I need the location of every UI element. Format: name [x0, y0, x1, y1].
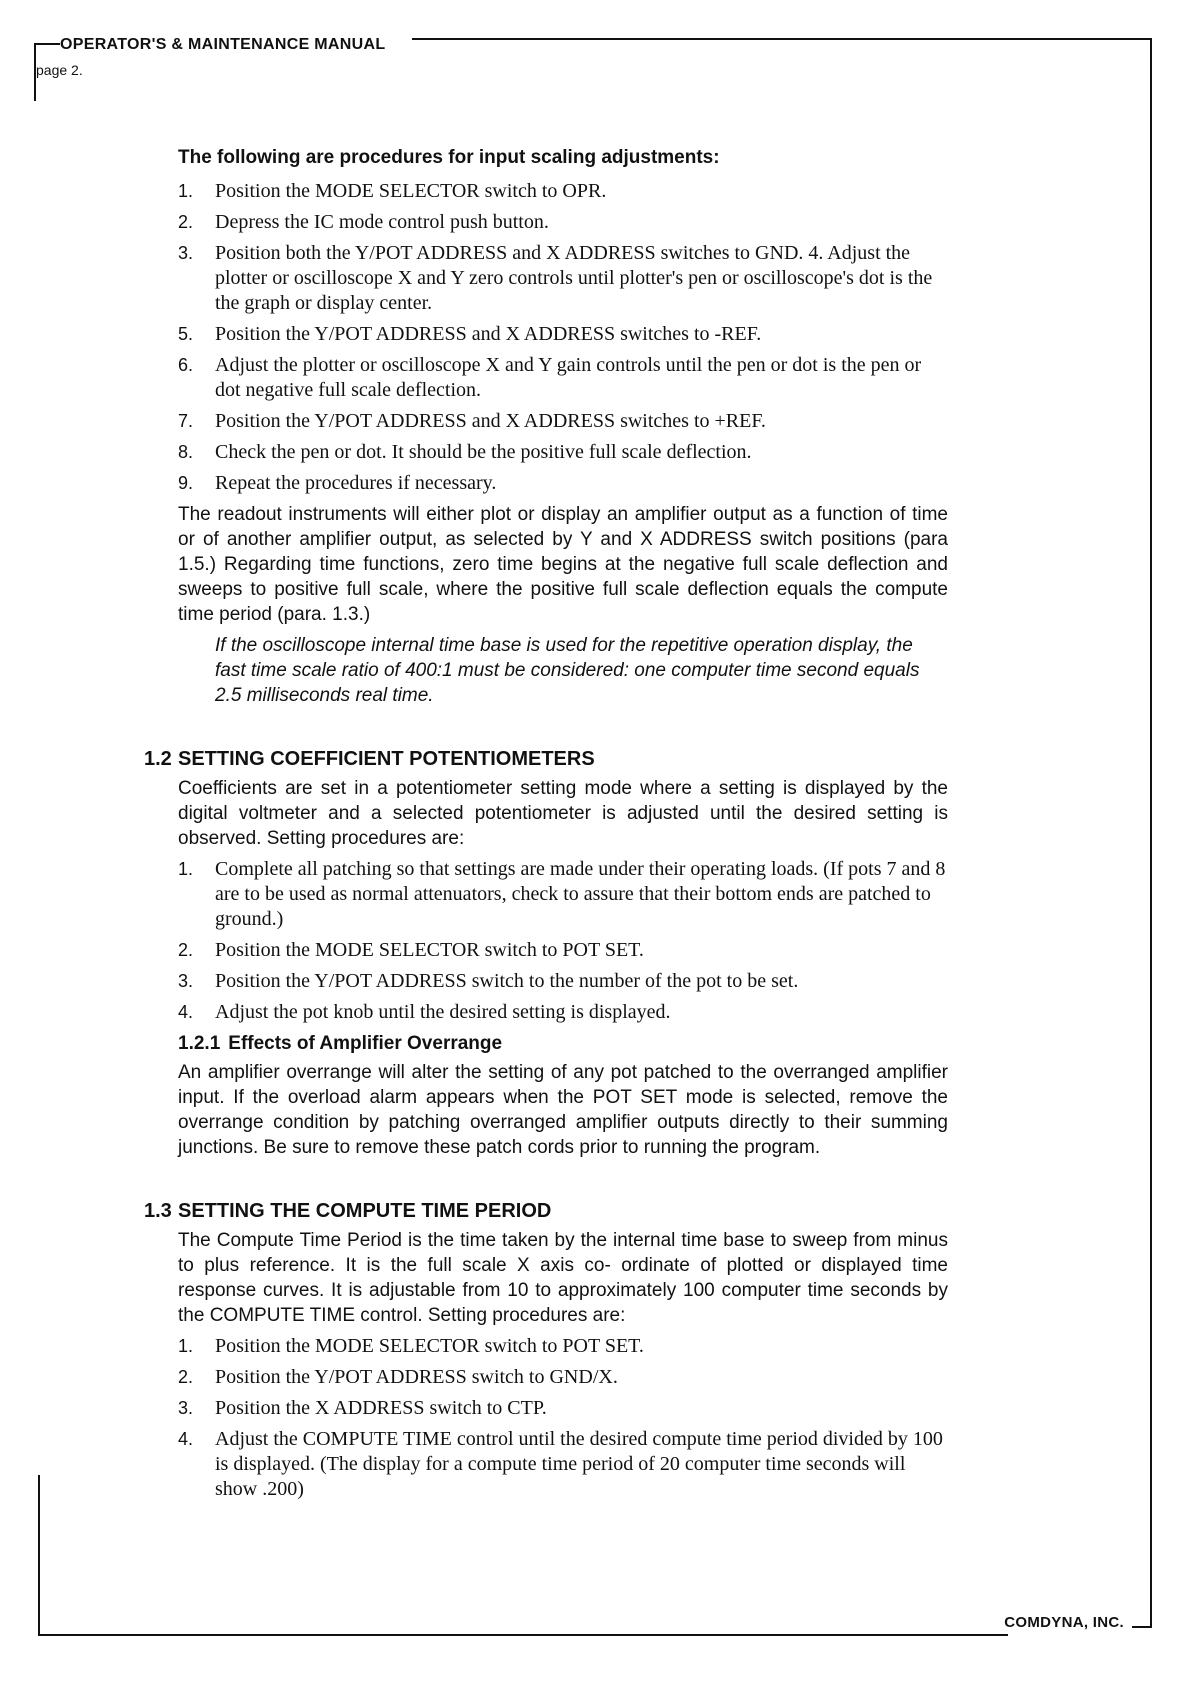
frame-left-lower-rule: [38, 1475, 40, 1635]
step-text: Complete all patching so that settings are made under their operating loads. (If pots 7 and 8 are to be used as normal attenuators, check to assure that their bottom ends are patched to ground.): [215, 858, 946, 930]
step-text: Repeat the procedures if necessary.: [215, 472, 497, 494]
header-title: OPERATOR'S & MAINTENANCE MANUAL: [60, 36, 386, 53]
page-number: page 2.: [36, 62, 83, 78]
page-content: [144, 145, 948, 1508]
step-text: Adjust the plotter or oscilloscope X and Y gain controls until the pen or dot is the pen or dot negative full scale deflection.: [215, 354, 922, 401]
step-text: Position the X ADDRESS switch to CTP.: [215, 1397, 547, 1419]
step-number: 1.: [178, 181, 194, 201]
section-paragraph: Coefficients are set in a potentiometer setting mode where a setting is displayed by the digital voltmeter and a selected potentiometer is adjusted until the desired setting is observed. Setting procedures are:: [178, 778, 948, 849]
step-text: Position the Y/POT ADDRESS switch to the number of the pot to be set.: [215, 970, 799, 992]
step-number: 6.: [178, 355, 194, 375]
step-text: Position both the Y/POT ADDRESS and X ADDRESS switches to GND. 4. Adjust the plotter or oscilloscope X and Y zero controls until plotter's pen or oscilloscope's dot is the the graph or display center.: [215, 242, 933, 314]
step-number: 3.: [178, 1398, 194, 1418]
section-heading: [144, 746, 948, 772]
frame-top-rule: [412, 38, 1152, 40]
section-1-3: [144, 1198, 948, 1502]
list-item: [178, 179, 948, 204]
list-item: [178, 471, 948, 496]
frame-top-left-rule: [34, 43, 60, 45]
list-item: [178, 409, 948, 434]
list-item: [178, 322, 948, 347]
subsection-title: Effects of Amplifier Overrange: [228, 1033, 503, 1054]
list-item: [178, 1000, 948, 1025]
section-1-2: [144, 746, 948, 1160]
frame-bottom-rule: [38, 1634, 1008, 1636]
step-number: 9.: [178, 473, 194, 493]
list-item: [178, 1365, 948, 1390]
step-number: 2.: [178, 1367, 194, 1387]
list-item: [178, 1334, 948, 1359]
section-title: SETTING COEFFICIENT POTENTIOMETERS: [178, 748, 595, 770]
frame-right-rule: [1150, 38, 1152, 1626]
step-number: 2.: [178, 940, 194, 960]
subsection-heading: [178, 1031, 948, 1056]
section-1-2-steps: [178, 857, 948, 1025]
step-text: Depress the IC mode control push button.: [215, 211, 549, 233]
list-item: [178, 969, 948, 994]
step-text: Position the MODE SELECTOR switch to POT SET.: [215, 939, 644, 961]
step-text: Check the pen or dot. It should be the positive full scale deflection.: [215, 441, 752, 463]
step-number: 7.: [178, 411, 194, 431]
list-item: [178, 1396, 948, 1421]
section-paragraph: The Compute Time Period is the time taken by the internal time base to sweep from minus to plus reference. It is the full scale X axis co- ordinate of plotted or displayed time response curves. It is adjustable from 10 to approximately 100 computer time seconds by the COMPUTE TIME control. Setting procedures are:: [178, 1230, 948, 1326]
subsection-number: 1.2.1: [178, 1033, 221, 1054]
list-item: [178, 241, 948, 316]
frame-bottom-right-rule: [1132, 1626, 1152, 1628]
intro-heading: The following are procedures for input scaling adjustments:: [178, 147, 720, 168]
step-text: Position the MODE SELECTOR switch to POT SET.: [215, 1335, 644, 1357]
step-text: Adjust the pot knob until the desired setting is displayed.: [215, 1001, 671, 1023]
intro-paragraph: The readout instruments will either plot or display an amplifier output as a function of time or of another amplifier output, as selected by Y and X ADDRESS switch positions (para 1.5.) Regarding time functions, zero time begins at the negative full scale deflection and sweeps to positive full scale, where the positive full scale deflection equals the compute time period (para. 1.3.): [178, 504, 948, 625]
step-text: Position the Y/POT ADDRESS and X ADDRESS switches to -REF.: [215, 323, 762, 345]
list-item: [178, 938, 948, 963]
section-number: 1.3: [144, 1200, 172, 1222]
step-number: 5.: [178, 324, 194, 344]
section-number: 1.2: [144, 748, 172, 770]
section-heading: [144, 1198, 948, 1224]
intro-note: If the oscilloscope internal time base is used for the repetitive operation display, the fast time scale ratio of 400:1 must be considered: one computer time second equals 2.5 milliseconds real time.: [215, 635, 920, 706]
list-item: [178, 353, 948, 403]
step-number: 2.: [178, 212, 194, 232]
intro-steps: [178, 179, 948, 496]
step-number: 8.: [178, 442, 194, 462]
step-text: Adjust the COMPUTE TIME control until the desired compute time period divided by 100 is displayed. (The display for a compute time period of 20 computer time seconds will show .200): [215, 1428, 943, 1500]
step-text: Position the Y/POT ADDRESS switch to GND/X.: [215, 1366, 618, 1388]
step-number: 4.: [178, 1002, 194, 1022]
section-1-3-steps: [178, 1334, 948, 1502]
step-number: 3.: [178, 243, 194, 263]
footer-company: COMDYNA, INC.: [1004, 1614, 1124, 1631]
step-number: 1.: [178, 1336, 194, 1356]
subsection-paragraph: An amplifier overrange will alter the setting of any pot patched to the overranged amplifier input. If the overload alarm appears when the POT SET mode is selected, remove the overrange condition by patching overranged amplifier outputs directly to their summing junctions. Be sure to remove these patch cords prior to running the program.: [178, 1062, 948, 1158]
list-item: [178, 857, 948, 932]
step-number: 3.: [178, 971, 194, 991]
step-text: Position the Y/POT ADDRESS and X ADDRESS switches to +REF.: [215, 410, 766, 432]
list-item: [178, 440, 948, 465]
list-item: [178, 1427, 948, 1502]
step-number: 1.: [178, 859, 194, 879]
step-text: Position the MODE SELECTOR switch to OPR.: [215, 180, 607, 202]
section-title: SETTING THE COMPUTE TIME PERIOD: [178, 1200, 552, 1222]
list-item: [178, 210, 948, 235]
step-number: 4.: [178, 1429, 194, 1449]
